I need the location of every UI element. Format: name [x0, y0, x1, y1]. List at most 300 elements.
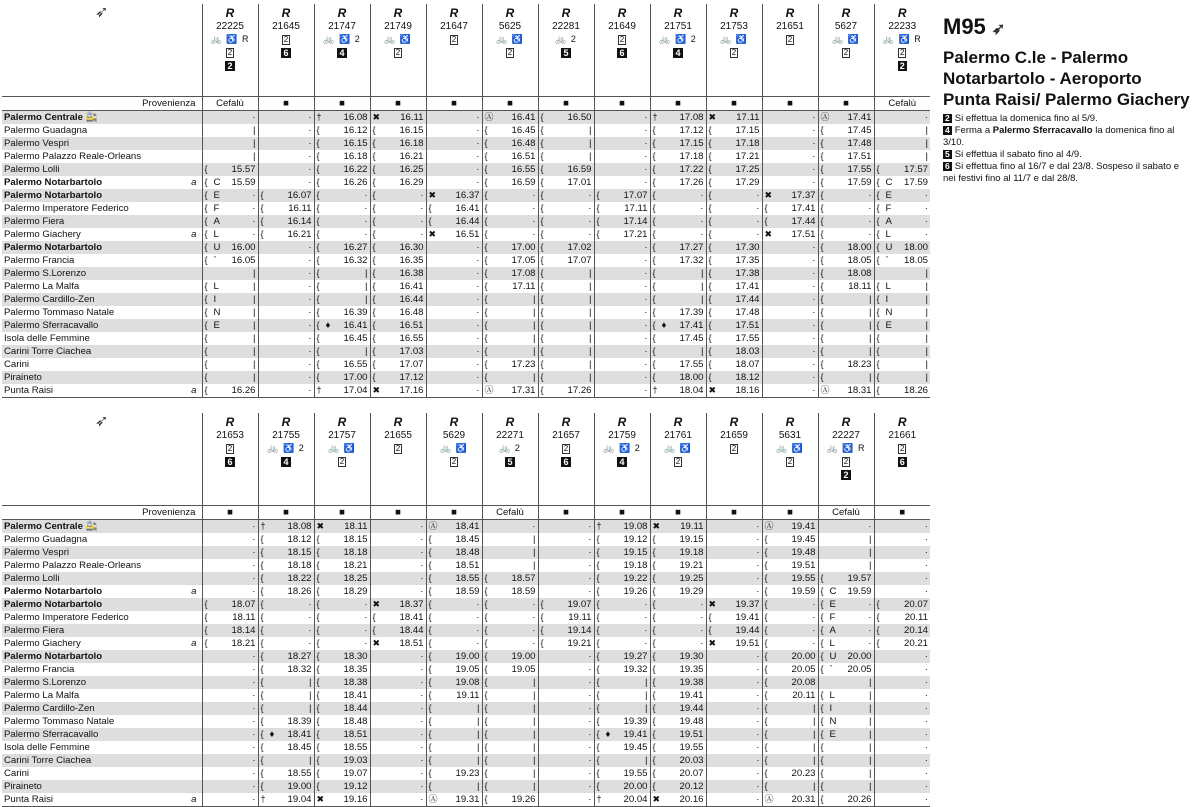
- cell-content: [373, 559, 424, 572]
- time-cell: [706, 176, 762, 189]
- time: 16.45: [511, 125, 536, 136]
- marker: {: [260, 216, 264, 226]
- time: ·: [588, 729, 592, 740]
- marker: {: [652, 651, 656, 661]
- time: 18.45: [287, 742, 312, 753]
- time: |: [813, 742, 816, 753]
- provenienza-cell: Cefalù: [874, 97, 930, 111]
- time-cell: [818, 520, 874, 534]
- time: 18.31: [847, 385, 872, 396]
- time: 17.07: [623, 190, 648, 201]
- letter: E: [213, 320, 220, 331]
- time-cell: [314, 767, 370, 780]
- cell-content: [317, 150, 368, 163]
- time-cell: [538, 280, 594, 293]
- time-cell: [650, 624, 706, 637]
- cell-content: [709, 702, 760, 715]
- cell-content: [765, 676, 816, 689]
- time: |: [253, 320, 256, 331]
- marker: {: [204, 294, 208, 304]
- time-cell: [370, 371, 426, 384]
- time-cell: [202, 150, 258, 163]
- marker: {: [372, 346, 376, 356]
- time-cell: [874, 202, 930, 215]
- time-cell: [370, 767, 426, 780]
- cell-content: [709, 124, 760, 137]
- time-cell: [818, 676, 874, 689]
- cell-content: [429, 676, 480, 689]
- time: 18.08: [847, 268, 872, 279]
- cell-content: [821, 650, 872, 663]
- time-cell: [202, 741, 258, 754]
- time-cell: [314, 254, 370, 267]
- cell-content: [709, 306, 760, 319]
- cell-content: [765, 163, 816, 176]
- time-cell: [482, 332, 538, 345]
- marker: {: [652, 229, 656, 239]
- marker: {: [820, 359, 824, 369]
- cell-content: [709, 559, 760, 572]
- cell-content: [429, 137, 480, 150]
- time: ·: [252, 742, 256, 753]
- time-cell: [482, 267, 538, 280]
- marker: {: [764, 651, 768, 661]
- marker: {: [652, 560, 656, 570]
- cell-content: [541, 371, 592, 384]
- marker: {: [260, 651, 264, 661]
- time-cell: [482, 793, 538, 807]
- cell-content: [429, 624, 480, 637]
- time: 17.31: [511, 385, 536, 396]
- time: |: [869, 755, 872, 766]
- time-cell: [762, 585, 818, 598]
- cell-content: [653, 137, 704, 150]
- time: 16.30: [399, 242, 424, 253]
- cell-content: [597, 384, 648, 397]
- time: 16.21: [399, 151, 424, 162]
- time: |: [477, 755, 480, 766]
- cell-content: [709, 215, 760, 228]
- marker: {: [316, 359, 320, 369]
- time-cell: [538, 371, 594, 384]
- time-cell: [706, 384, 762, 398]
- station-name: Palermo Guadagna: [4, 125, 88, 136]
- time: ·: [476, 307, 480, 318]
- marker: {: [540, 255, 544, 265]
- marker: {: [540, 112, 544, 122]
- cell-content: [653, 293, 704, 306]
- time-cell: [538, 254, 594, 267]
- time: ·: [532, 638, 536, 649]
- time-cell: [426, 189, 482, 202]
- time-cell: [706, 150, 762, 163]
- time-cell: [762, 371, 818, 384]
- time-cell: [426, 332, 482, 345]
- marker: {: [260, 560, 264, 570]
- time: 19.00: [287, 781, 312, 792]
- cell-content: [877, 585, 929, 598]
- time-cell: [706, 546, 762, 559]
- cell-content: [541, 111, 592, 124]
- time-cell: [762, 163, 818, 176]
- time: ·: [644, 625, 648, 636]
- time: 19.18: [679, 547, 704, 558]
- time: ·: [812, 359, 816, 370]
- time-cell: [314, 358, 370, 371]
- time-cell: [818, 202, 874, 215]
- time: ·: [308, 177, 312, 188]
- time-cell: [426, 572, 482, 585]
- cell-content: [541, 384, 592, 397]
- cell-content: [317, 520, 368, 533]
- note-badge: 6: [227, 457, 233, 467]
- time: 17.26: [567, 385, 592, 396]
- marker: {: [316, 690, 320, 700]
- marker: {: [260, 190, 264, 200]
- service-icons: 🚲 ♿ R: [882, 34, 922, 44]
- cell-content: [877, 111, 929, 124]
- cell-content: [709, 715, 760, 728]
- train-header: [650, 4, 706, 97]
- time: 16.48: [399, 307, 424, 318]
- cell-content: [373, 163, 424, 176]
- marker: ✖: [372, 385, 381, 395]
- time-cell: [874, 572, 930, 585]
- time: 18.04: [679, 385, 704, 396]
- cell-content: [821, 793, 872, 806]
- marker: {: [596, 534, 600, 544]
- time: |: [701, 268, 704, 279]
- time-cell: [258, 215, 314, 228]
- cell-content: [653, 585, 704, 598]
- time-cell: [594, 598, 650, 611]
- cell-content: [821, 598, 872, 611]
- cell-content: [877, 202, 929, 215]
- marker: {: [764, 703, 768, 713]
- cell-content: [821, 559, 872, 572]
- station-name: Palermo Palazzo Reale-Orleans: [4, 560, 142, 571]
- cell-content: [429, 215, 480, 228]
- marker: {: [204, 242, 208, 252]
- cell-content: [261, 332, 312, 345]
- time: ·: [476, 359, 480, 370]
- time: 19.21: [567, 638, 592, 649]
- cell-content: [373, 637, 424, 650]
- time-cell: [874, 124, 930, 137]
- cell-content: [877, 624, 929, 637]
- cell-content: [429, 767, 480, 780]
- cell-content: [765, 689, 816, 702]
- cell-content: [709, 546, 760, 559]
- table-row: [2, 520, 930, 534]
- time-cell: [202, 241, 258, 254]
- marker: {: [596, 742, 600, 752]
- time: ·: [644, 385, 648, 396]
- time-cell: [370, 241, 426, 254]
- cell-content: [541, 358, 592, 371]
- time-cell: [314, 319, 370, 332]
- time-cell: [258, 176, 314, 189]
- marker: {: [428, 768, 432, 778]
- time: |: [533, 333, 536, 344]
- time-cell: [314, 215, 370, 228]
- time: 18.00: [679, 372, 704, 383]
- cell-content: [821, 676, 872, 689]
- note-badge: 4: [945, 125, 950, 135]
- marker: {: [876, 281, 880, 291]
- cell-content: [709, 728, 760, 741]
- time-cell: [762, 280, 818, 293]
- cell-content: [373, 124, 424, 137]
- cell-content: [373, 358, 424, 371]
- time: ·: [756, 586, 760, 597]
- time: 19.38: [679, 677, 704, 688]
- cell-content: [653, 228, 704, 241]
- cell-content: [261, 650, 312, 663]
- marker: {: [484, 255, 488, 265]
- time-cell: [202, 689, 258, 702]
- time-cell: [370, 728, 426, 741]
- marker: {: [708, 307, 712, 317]
- cell-content: [597, 189, 648, 202]
- cell-content: [485, 306, 536, 319]
- cell-content: [709, 111, 760, 124]
- cell-content: [373, 728, 424, 741]
- time-cell: [762, 702, 818, 715]
- cell-content: [653, 741, 704, 754]
- time: ·: [588, 573, 592, 584]
- cell-content: [709, 689, 760, 702]
- cell-content: [205, 793, 256, 806]
- cell-content: [317, 345, 368, 358]
- time-cell: [874, 728, 930, 741]
- time: ·: [476, 625, 480, 636]
- marker: {: [428, 664, 432, 674]
- time-cell: [370, 702, 426, 715]
- time: 18.15: [343, 534, 368, 545]
- time: ·: [588, 651, 592, 662]
- service-icons: 🚲 ♿: [328, 443, 356, 453]
- cell-content: [653, 728, 704, 741]
- table-row: [2, 559, 930, 572]
- marker: {: [708, 612, 712, 622]
- cell-content: [429, 293, 480, 306]
- time: 19.45: [623, 742, 648, 753]
- time-cell: [594, 319, 650, 332]
- marker: Ⓐ: [820, 385, 830, 395]
- time: 16.50: [567, 112, 592, 123]
- cell-content: [597, 228, 648, 241]
- cell-content: [317, 728, 368, 741]
- cell-content: [877, 741, 929, 754]
- time-cell: [426, 728, 482, 741]
- marker: {: [820, 177, 824, 187]
- letter: A: [213, 216, 220, 227]
- cell-content: [541, 202, 592, 215]
- cell-content: [485, 215, 536, 228]
- time: |: [533, 372, 536, 383]
- cell-content: [653, 611, 704, 624]
- cell-content: [261, 728, 312, 741]
- service-icons: 🚲 ♿ R: [210, 34, 250, 44]
- time: |: [253, 359, 256, 370]
- time-cell: [426, 533, 482, 546]
- cell-content: [373, 371, 424, 384]
- time: |: [925, 138, 928, 149]
- time-cell: [538, 332, 594, 345]
- time: 18.44: [399, 625, 424, 636]
- train-icon: R: [897, 6, 907, 20]
- cell-content: [765, 319, 816, 332]
- marker: {: [540, 138, 544, 148]
- time-cell: [594, 150, 650, 163]
- time-cell: [258, 520, 314, 534]
- cell-content: [541, 319, 592, 332]
- time: 17.01: [567, 177, 592, 188]
- time-cell: [538, 767, 594, 780]
- time: 19.11: [680, 521, 704, 532]
- time: |: [869, 690, 872, 701]
- cell-content: [317, 241, 368, 254]
- cell-content: [541, 598, 592, 611]
- cell-content: [597, 241, 648, 254]
- cell-content: [597, 572, 648, 585]
- station-name: Isola delle Femmine: [4, 742, 90, 753]
- time-cell: [538, 793, 594, 807]
- time: ·: [364, 229, 368, 240]
- time: 16.07: [287, 190, 312, 201]
- cell-content: [877, 241, 929, 254]
- cell-content: [541, 293, 592, 306]
- marker: {: [652, 125, 656, 135]
- cell-content: [429, 533, 480, 546]
- cell-content: [653, 358, 704, 371]
- provenienza-cell: ■: [594, 97, 650, 111]
- time-cell: [482, 676, 538, 689]
- time-cell: [538, 345, 594, 358]
- time-cell: [538, 663, 594, 676]
- cell-content: [765, 254, 816, 267]
- time: 18.27: [287, 651, 312, 662]
- time: 16.59: [511, 177, 536, 188]
- class-badge: 2: [227, 48, 233, 57]
- time-cell: [874, 241, 930, 254]
- cell-content: [205, 241, 256, 254]
- time-cell: [426, 715, 482, 728]
- train-number: 21651: [776, 21, 804, 32]
- cell-content: [261, 267, 312, 280]
- class-badge: 2: [731, 48, 737, 57]
- marker: {: [876, 599, 880, 609]
- letter: `: [829, 664, 833, 675]
- marker: {: [204, 320, 208, 330]
- class-badge: 2: [227, 444, 233, 453]
- cell-content: [205, 650, 256, 663]
- marker: Ⓐ: [428, 794, 438, 804]
- bus-line-icon: ➶: [95, 4, 109, 21]
- cell-content: [317, 780, 368, 793]
- cell-content: [541, 689, 592, 702]
- train-number: 21757: [328, 430, 356, 441]
- marker: {: [204, 625, 208, 635]
- time-cell: [258, 137, 314, 150]
- time-cell: [258, 202, 314, 215]
- time-cell: [594, 715, 650, 728]
- time: ·: [924, 547, 928, 558]
- marker: {: [820, 346, 824, 356]
- cell-content: [485, 332, 536, 345]
- time: 17.44: [735, 294, 760, 305]
- time-cell: [370, 793, 426, 807]
- train-icon: R: [617, 6, 627, 20]
- time: ·: [476, 255, 480, 266]
- time-cell: [314, 741, 370, 754]
- time-cell: [202, 384, 258, 398]
- time-cell: [594, 202, 650, 215]
- time-cell: [258, 332, 314, 345]
- table-row: [2, 754, 930, 767]
- train-header: [706, 4, 762, 97]
- time-cell: [482, 371, 538, 384]
- station-name: Palermo Francia: [4, 664, 75, 675]
- marker: {: [428, 638, 432, 648]
- time: 17.27: [679, 242, 704, 253]
- cell-content: [317, 111, 368, 124]
- time-cell: [538, 533, 594, 546]
- time-cell: [426, 163, 482, 176]
- time: 16.29: [399, 177, 424, 188]
- time-cell: [314, 715, 370, 728]
- cell-content: [373, 741, 424, 754]
- time-cell: [426, 546, 482, 559]
- time: 15.59: [231, 177, 256, 188]
- time: ·: [924, 651, 928, 662]
- time-cell: [650, 546, 706, 559]
- marker: {: [708, 625, 712, 635]
- marker: {: [316, 560, 320, 570]
- time-cell: [482, 585, 538, 598]
- time: 17.02: [567, 242, 592, 253]
- marker: {: [540, 216, 544, 226]
- time-cell: [874, 676, 930, 689]
- time: ·: [924, 560, 928, 571]
- time-cell: [538, 293, 594, 306]
- time-cell: [314, 533, 370, 546]
- time-cell: [482, 384, 538, 398]
- time: ·: [700, 190, 704, 201]
- time-cell: [482, 163, 538, 176]
- time-cell: [874, 754, 930, 767]
- time: |: [589, 151, 592, 162]
- cell-content: [429, 280, 480, 293]
- time-cell: [874, 319, 930, 332]
- cell-content: [597, 650, 648, 663]
- time: ·: [252, 229, 256, 240]
- time-cell: [706, 728, 762, 741]
- time-cell: [538, 598, 594, 611]
- time: ·: [924, 573, 928, 584]
- cell-content: [821, 754, 872, 767]
- time-cell: [818, 585, 874, 598]
- train-icon: R: [561, 6, 571, 20]
- cell-content: [261, 689, 312, 702]
- time-cell: [482, 228, 538, 241]
- time-cell: [258, 780, 314, 793]
- letter: F: [213, 203, 220, 214]
- time-cell: [818, 546, 874, 559]
- marker: Ⓐ: [764, 521, 774, 531]
- cell-content: [485, 546, 536, 559]
